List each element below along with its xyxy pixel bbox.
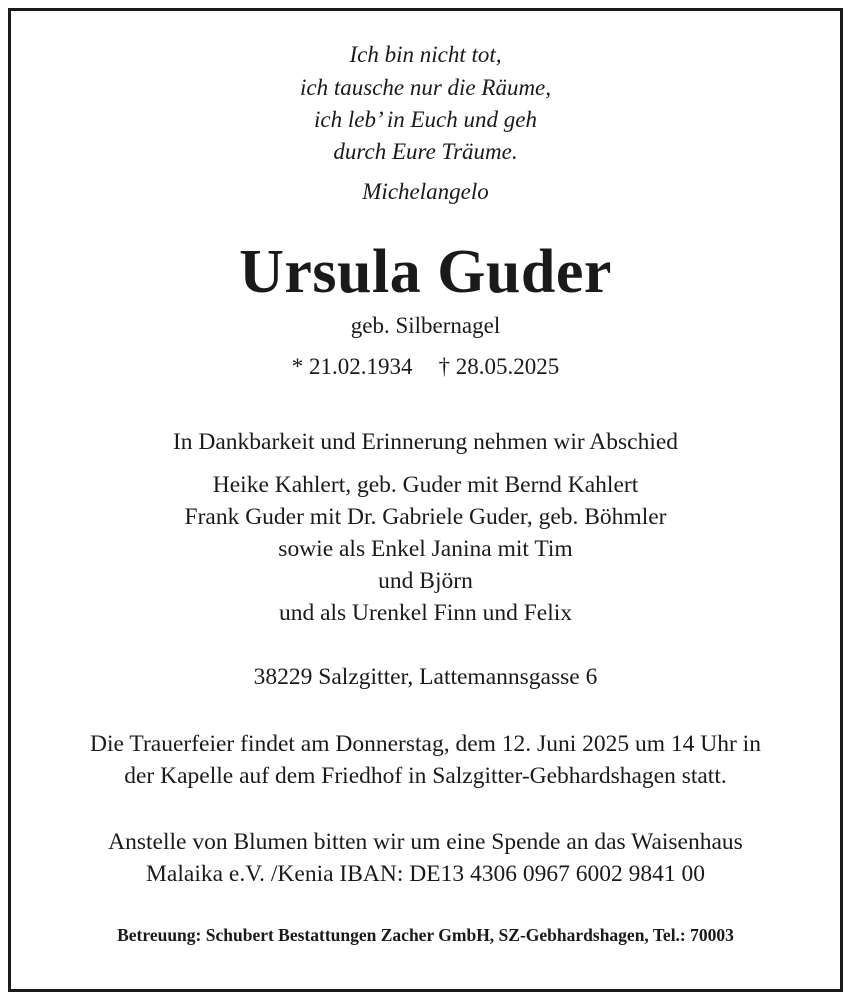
quote-line-2: ich tausche nur die Räume,	[299, 75, 552, 100]
maiden-name: geb. Silbernagel	[350, 313, 501, 338]
funeral-line-2: der Kapelle auf dem Friedhof in Salzgitter-Gebhardshagen statt.	[124, 763, 727, 789]
family-address: 38229 Salzgitter, Lattemannsgasse 6	[253, 664, 598, 690]
mourner-line-2: Frank Guder mit Dr. Gabriele Guder, geb. Böhmler	[184, 504, 667, 530]
farewell-intro: In Dankbarkeit und Erinnerung nehmen wir Abschied	[172, 429, 679, 455]
mourner-line-5: und als Urenkel Finn und Felix	[278, 600, 573, 626]
funeral-line-1: Die Trauerfeier findet am Donnerstag, dem 12. Juni 2025 um 14 Uhr in	[90, 731, 761, 757]
birth-date: * 21.02.1934	[291, 354, 413, 379]
undertaker-footer: Betreuung: Schubert Bestattungen Zacher GmbH, SZ-Gebhardshagen, Tel.: 70003	[117, 925, 734, 945]
mourner-line-3: sowie als Enkel Janina mit Tim	[278, 536, 573, 562]
life-dates	[11, 352, 840, 382]
deceased-name: Ursula Guder	[239, 238, 612, 306]
mourner-line-1: Heike Kahlert, geb. Guder mit Bernd Kahlert	[212, 472, 639, 498]
quote-author: Michelangelo	[362, 179, 489, 204]
quote-line-1: Ich bin nicht tot,	[349, 42, 502, 67]
donation-line-1: Anstelle von Blumen bitten wir um eine Spende an das Waisenhaus	[108, 829, 743, 855]
donation-line-2: Malaika e.V. /Kenia IBAN: DE13 4306 0967 6002 9841 00	[146, 861, 705, 887]
quote-line-4: durch Eure Träume.	[333, 139, 518, 164]
death-date: † 28.05.2025	[438, 354, 560, 379]
quote-line-3: ich leb’ in Euch und geh	[314, 107, 537, 132]
mourner-line-4: und Björn	[378, 568, 473, 594]
obituary-notice	[8, 8, 843, 992]
